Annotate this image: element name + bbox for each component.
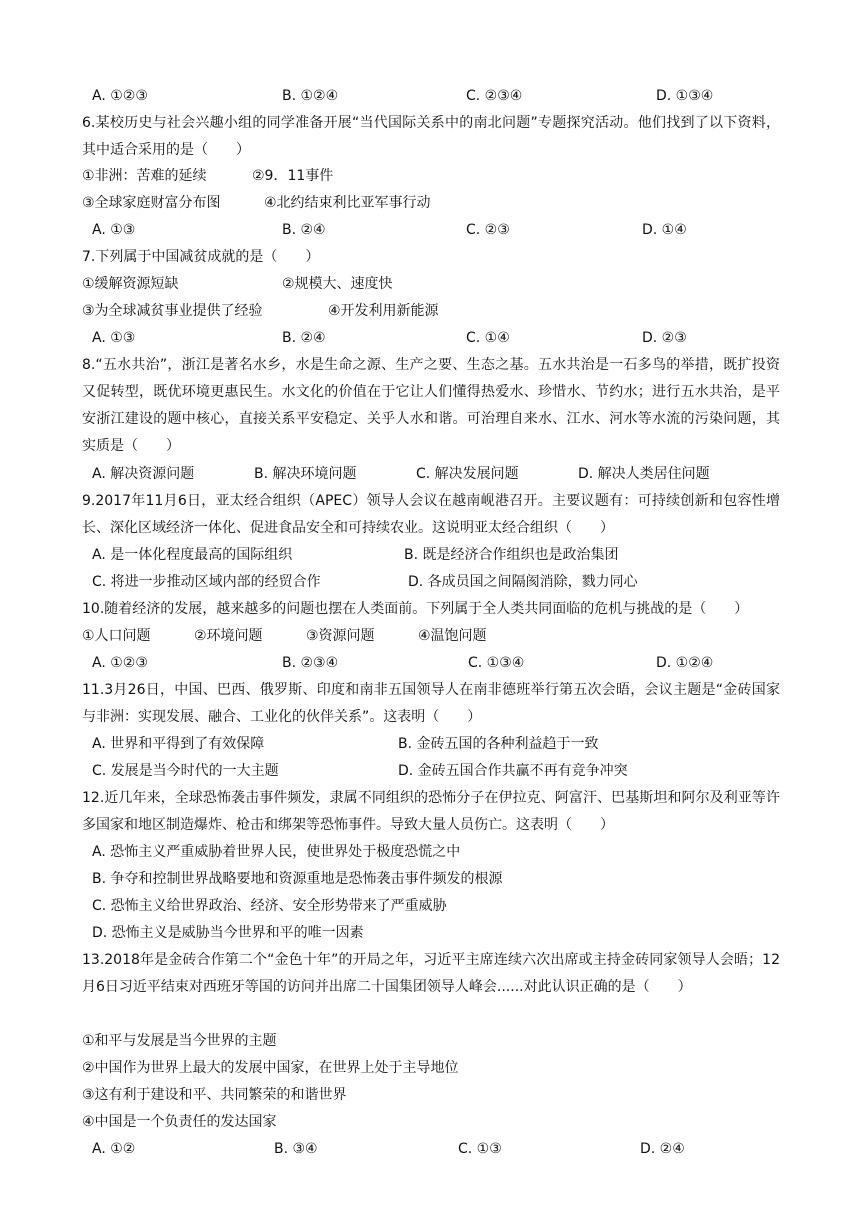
q12-option-c[interactable]: C. 恐怖主义给世界政治、经济、安全形势带来了严重威胁 xyxy=(92,898,447,914)
q5-options xyxy=(82,86,782,106)
q7-question: 7.下列属于中国减贫成就的是（ ） xyxy=(82,249,320,265)
q12-option-a-row xyxy=(82,842,782,862)
q8-option-d[interactable]: D. 解决人类居住问题 xyxy=(578,466,710,482)
q12-question: 12.近几年来，全球恐怖袭击事件频发，隶属不同组织的恐怖分子在伊拉克、阿富汗、巴基斯坦和阿尔及利亚等许多国家和地区制造爆炸、枪击和绑架等恐怖事件。导致大量人员伤亡。这表明（ ） xyxy=(82,790,780,833)
q13-statement-1: ①和平与发展是当今世界的主题 xyxy=(82,1033,277,1049)
q5-option-c[interactable]: C. ②③④ xyxy=(466,88,523,104)
q8-question: 8.“五水共治”，浙江是著名水乡，水是生命之源、生产之要、生态之基。五水共治是一石多鸟的举措，既扩投资又促转型，既优环境更惠民生。水文化的价值在于它让人们懂得热爱水、珍惜水、节约水；进行五水共治，是平安浙江建设的题中核心，直接关系平安稳定、关乎人水和谐。可治理自来水、江水、河水等水流的污染问题，其实质是（ ） xyxy=(82,357,780,454)
q7-option-d[interactable]: D. ②③ xyxy=(642,330,687,346)
q10-statement-1: ①人口问题 xyxy=(82,628,151,644)
q9-option-d[interactable]: D. 各成员国之间隔阂消除，戮力同心 xyxy=(408,574,638,590)
q11-options-1 xyxy=(82,734,782,754)
q11-option-b[interactable]: B. 金砖五国的各种利益趋于一致 xyxy=(398,736,599,752)
q6-statements-2 xyxy=(82,193,782,213)
q12-option-c-row xyxy=(82,896,782,916)
q9-options-2 xyxy=(82,572,782,592)
q7-option-b[interactable]: B. ②④ xyxy=(282,330,326,346)
q9-option-a[interactable]: A. 是一体化程度最高的国际组织 xyxy=(92,547,293,563)
q8-option-a[interactable]: A. 解决资源问题 xyxy=(92,466,195,482)
q11-option-a[interactable]: A. 世界和平得到了有效保障 xyxy=(92,736,265,752)
q6-option-c[interactable]: C. ②③ xyxy=(466,222,510,238)
q13-statement-3: ③这有利于建设和平、共同繁荣的和谐世界 xyxy=(82,1087,347,1103)
q7-statement-4: ④开发利用新能源 xyxy=(328,303,439,319)
q5-option-b[interactable]: B. ①②④ xyxy=(282,88,339,104)
q11-option-d[interactable]: D. 金砖五国合作共赢不再有竞争冲突 xyxy=(398,763,628,779)
q9-option-b[interactable]: B. 既是经济合作组织也是政治集团 xyxy=(404,547,619,563)
q8-option-c[interactable]: C. 解决发展问题 xyxy=(416,466,519,482)
q10-statements xyxy=(82,626,782,646)
q10-options xyxy=(82,653,782,673)
q6-statements-1 xyxy=(82,166,782,186)
q9-option-c[interactable]: C. 将进一步推动区域内部的经贸合作 xyxy=(92,574,321,590)
q6-option-b[interactable]: B. ②④ xyxy=(282,222,326,238)
q11-question: 11.3月26日，中国、巴西、俄罗斯、印度和南非五国领导人在南非德班举行第五次会晤，会议主题是“金砖国家与非洲：实现发展、融合、工业化的伙伴关系”。这表明（ ） xyxy=(82,682,780,725)
q6-options xyxy=(82,220,782,240)
q13-statement-2: ②中国作为世界上最大的发展中国家，在世界上处于主导地位 xyxy=(82,1060,459,1076)
q12-option-a[interactable]: A. 恐怖主义严重威胁着世界人民，使世界处于极度恐慌之中 xyxy=(92,844,461,860)
q11-options-2 xyxy=(82,761,782,781)
q10-statement-2: ②环境问题 xyxy=(194,628,263,644)
q13-options xyxy=(82,1139,782,1159)
q6-option-d[interactable]: D. ①④ xyxy=(642,222,687,238)
q7-statements-1 xyxy=(82,274,782,294)
q6-statement-1: ①非洲：苦难的延续 xyxy=(82,168,207,184)
q7-statements-2 xyxy=(82,301,782,321)
q13-option-c[interactable]: C. ①③ xyxy=(458,1141,502,1157)
q12-option-b[interactable]: B. 争夺和控制世界战略要地和资源重地是恐怖袭击事件频发的根源 xyxy=(92,871,503,887)
q6-statement-3: ③全球家庭财富分布图 xyxy=(82,195,221,211)
q13-option-d[interactable]: D. ②④ xyxy=(640,1141,685,1157)
q6-option-a[interactable]: A. ①③ xyxy=(92,222,136,238)
q6-statement-2: ②9．11事件 xyxy=(252,168,334,184)
q6-question: 6.某校历史与社会兴趣小组的同学准备开展“当代国际关系中的南北问题”专题探究活动。他们找到了以下资料，其中适合采用的是（ ） xyxy=(82,115,780,158)
q13-statement-4: ④中国是一个负责任的发达国家 xyxy=(82,1114,277,1130)
q9-options-1 xyxy=(82,545,782,565)
q10-question: 10.随着经济的发展，越来越多的问题也摆在人类面前。下列属于全人类共同面临的危机与挑战的是（ ） xyxy=(82,601,749,617)
q5-option-d[interactable]: D. ①③④ xyxy=(656,88,714,104)
q12-option-d-row xyxy=(82,923,782,943)
q6-statement-4: ④北约结束利比亚军事行动 xyxy=(264,195,431,211)
q9-question: 9.2017年11月6日，亚太经合组织（APEC）领导人会议在越南岘港召开。主要议题有：可持续创新和包容性增长、深化区域经济一体化、促进食品安全和可持续农业。这说明亚太经合组织（ ） xyxy=(82,493,780,536)
q13-question: 13.2018年是金砖合作第二个“金色十年”的开局之年，习近平主席连续六次出席或主持金砖同家领导人会晤；12月6日习近平结束对西班牙等国的访问并出席二十国集团领导人峰会......对此认识正确的是（ ） xyxy=(82,952,780,995)
q12-option-d[interactable]: D. 恐怖主义是威胁当今世界和平的唯一因素 xyxy=(92,925,364,941)
q13-option-b[interactable]: B. ③④ xyxy=(274,1141,318,1157)
q11-option-c[interactable]: C. 发展是当今时代的一大主题 xyxy=(92,763,279,779)
q13-option-a[interactable]: A. ①② xyxy=(92,1141,136,1157)
q5-option-a[interactable]: A. ①②③ xyxy=(92,88,148,104)
q10-option-c[interactable]: C. ①③④ xyxy=(468,655,525,671)
q10-statement-3: ③资源问题 xyxy=(306,628,375,644)
q7-statement-3: ③为全球减贫事业提供了经验 xyxy=(82,303,263,319)
q8-options xyxy=(82,464,782,484)
q10-option-b[interactable]: B. ②③④ xyxy=(282,655,339,671)
q12-option-b-row xyxy=(82,869,782,889)
q10-statement-4: ④温饱问题 xyxy=(418,628,487,644)
q10-option-a[interactable]: A. ①②③ xyxy=(92,655,148,671)
q7-statement-2: ②规模大、速度快 xyxy=(282,276,393,292)
q7-options xyxy=(82,328,782,348)
q10-option-d[interactable]: D. ①②④ xyxy=(656,655,714,671)
q8-option-b[interactable]: B. 解决环境问题 xyxy=(254,466,357,482)
q7-option-a[interactable]: A. ①③ xyxy=(92,330,136,346)
q7-option-c[interactable]: C. ①④ xyxy=(466,330,510,346)
q7-statement-1: ①缓解资源短缺 xyxy=(82,276,179,292)
